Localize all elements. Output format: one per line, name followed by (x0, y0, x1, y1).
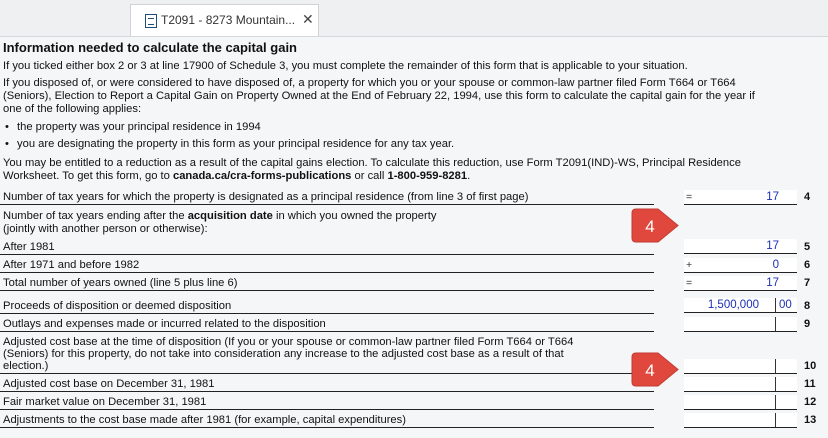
line-7-value: 17 (766, 277, 779, 289)
cents-separator (775, 359, 776, 373)
close-icon[interactable]: ✕ (302, 11, 314, 27)
callout-marker (630, 351, 680, 388)
line-4-field[interactable] (684, 190, 797, 205)
cents-separator (775, 413, 776, 427)
line-6-value: 0 (772, 259, 779, 271)
line-number-5: 5 (804, 241, 811, 253)
line-8-label: Proceeds of disposition or deemed disposition (3, 300, 232, 312)
line-9-label: Outlays and expenses made or incurred related to the disposition (3, 318, 326, 330)
divider (0, 391, 654, 392)
text: in which you owned the property (272, 210, 437, 222)
line-9-field[interactable] (684, 317, 797, 332)
intro-text-2: If you disposed of, or were considered to have disposed of, a property for which you or your spouse or common-law partner filed Form T664 or T664 (3, 77, 736, 89)
document-tab[interactable] (130, 4, 319, 36)
line-number-11: 11 (804, 378, 816, 390)
line-number-8: 8 (804, 300, 811, 312)
bullet-item-2: you are designating the property in this form as your principal residence for any tax year. (17, 138, 455, 150)
note-text: or call (351, 170, 388, 182)
text: Number of tax years ending after the (3, 210, 188, 222)
bullet-icon: • (5, 121, 9, 133)
divider (0, 331, 654, 332)
intro-text-2c: one of the following applies: (3, 103, 142, 115)
equals-sign: = (686, 191, 693, 203)
forms-link[interactable]: canada.ca/cra-forms-publications (172, 170, 352, 182)
cents-separator (775, 377, 776, 391)
cents-separator (775, 317, 776, 331)
divider (0, 373, 654, 374)
document-icon (145, 14, 157, 28)
intro-text-2b: (Seniors), Election to Report a Capital Gain on Property Owned at the End of February 22, 1994, use this form to calculate the capital gain for the year if (3, 90, 755, 102)
line-10-label: Adjusted cost base at the time of disposition (If you or your spouse or common-law partner filed Form T664 or T664 (3, 336, 574, 348)
line-5-value: 17 (766, 240, 779, 252)
line-number-13: 13 (804, 414, 817, 426)
cents-separator (775, 298, 776, 312)
bullet-item-1: the property was your principal residence in 1994 (17, 121, 261, 133)
line-7-label: Total number of years owned (line 5 plus line 6) (3, 277, 238, 289)
reduction-note: You may be entitled to a reduction as a result of the capital gains election. To calculate this reduction, use Form T2091(IND)-WS, Principal Residence (3, 157, 741, 169)
reduction-note-2 (3, 170, 470, 183)
divider (0, 272, 654, 273)
divider (0, 427, 654, 428)
line-8-dollars: 1,500,000 (707, 299, 759, 311)
years-owned-heading (3, 210, 436, 223)
line-8-field[interactable] (684, 298, 797, 313)
line-10-label-3: election.) (3, 360, 49, 372)
line-13-label: Adjustments to the cost base made after 1981 (for example, capital expenditures) (3, 414, 406, 426)
divider (0, 204, 654, 205)
phone-number: 1-800-959-8281 (387, 170, 468, 182)
line-number-10: 10 (804, 360, 817, 372)
line-5-field[interactable] (684, 239, 797, 254)
line-number-9: 9 (804, 318, 811, 330)
line-number-7: 7 (804, 277, 811, 289)
line-8-cents: 00 (779, 299, 792, 311)
capital-gain-form (0, 37, 828, 438)
note-text: Worksheet. To get this form, go to (3, 170, 173, 182)
divider (0, 409, 654, 410)
callout-shape (632, 353, 678, 386)
line-7-field[interactable] (684, 276, 797, 291)
line-5-label: After 1981 (3, 241, 55, 253)
callout-label: 4 (645, 361, 655, 380)
line-10-label-2: (Seniors) for this property, do not take into consideration any increase to the adjusted cost base as a result of that (3, 348, 564, 360)
line-12-label: Fair market value on December 31, 1981 (3, 396, 207, 408)
line-number-4: 4 (804, 191, 811, 203)
bullet-icon: • (5, 138, 9, 150)
divider (0, 290, 654, 291)
callout-marker (630, 207, 680, 244)
cents-separator (775, 395, 776, 409)
divider (0, 313, 654, 314)
section-heading: Information needed to calculate the capital gain (3, 40, 297, 55)
callout-label: 4 (645, 217, 655, 236)
tab-bar (0, 0, 828, 37)
line-10-field[interactable] (684, 359, 797, 374)
acquisition-date-term: acquisition date (187, 210, 273, 222)
equals-sign: = (686, 277, 693, 289)
line-6-field[interactable] (684, 258, 797, 273)
line-6-label: After 1971 and before 1982 (3, 259, 140, 271)
line-4-value: 17 (766, 191, 779, 203)
line-11-label: Adjusted cost base on December 31, 1981 (3, 378, 215, 390)
plus-sign: + (686, 259, 693, 271)
line-4-label: Number of tax years for which the property is designated as a principal residence (from line 3 of first page) (3, 191, 529, 203)
divider (0, 254, 654, 255)
note-text: . (467, 170, 471, 182)
tab-title: T2091 - 8273 Mountain... (161, 13, 296, 27)
line-number-12: 12 (804, 396, 817, 408)
line-12-field[interactable] (684, 395, 797, 410)
years-owned-subheading: (jointly with another person or otherwise): (3, 223, 208, 235)
callout-shape (632, 209, 678, 242)
line-number-6: 6 (804, 259, 811, 271)
line-11-field[interactable] (684, 377, 797, 392)
line-13-field[interactable] (684, 413, 797, 428)
intro-text: If you ticked either box 2 or 3 at line 17900 of Schedule 3, you must complete the remainder of this form that is applicable to your situation. (3, 60, 688, 72)
